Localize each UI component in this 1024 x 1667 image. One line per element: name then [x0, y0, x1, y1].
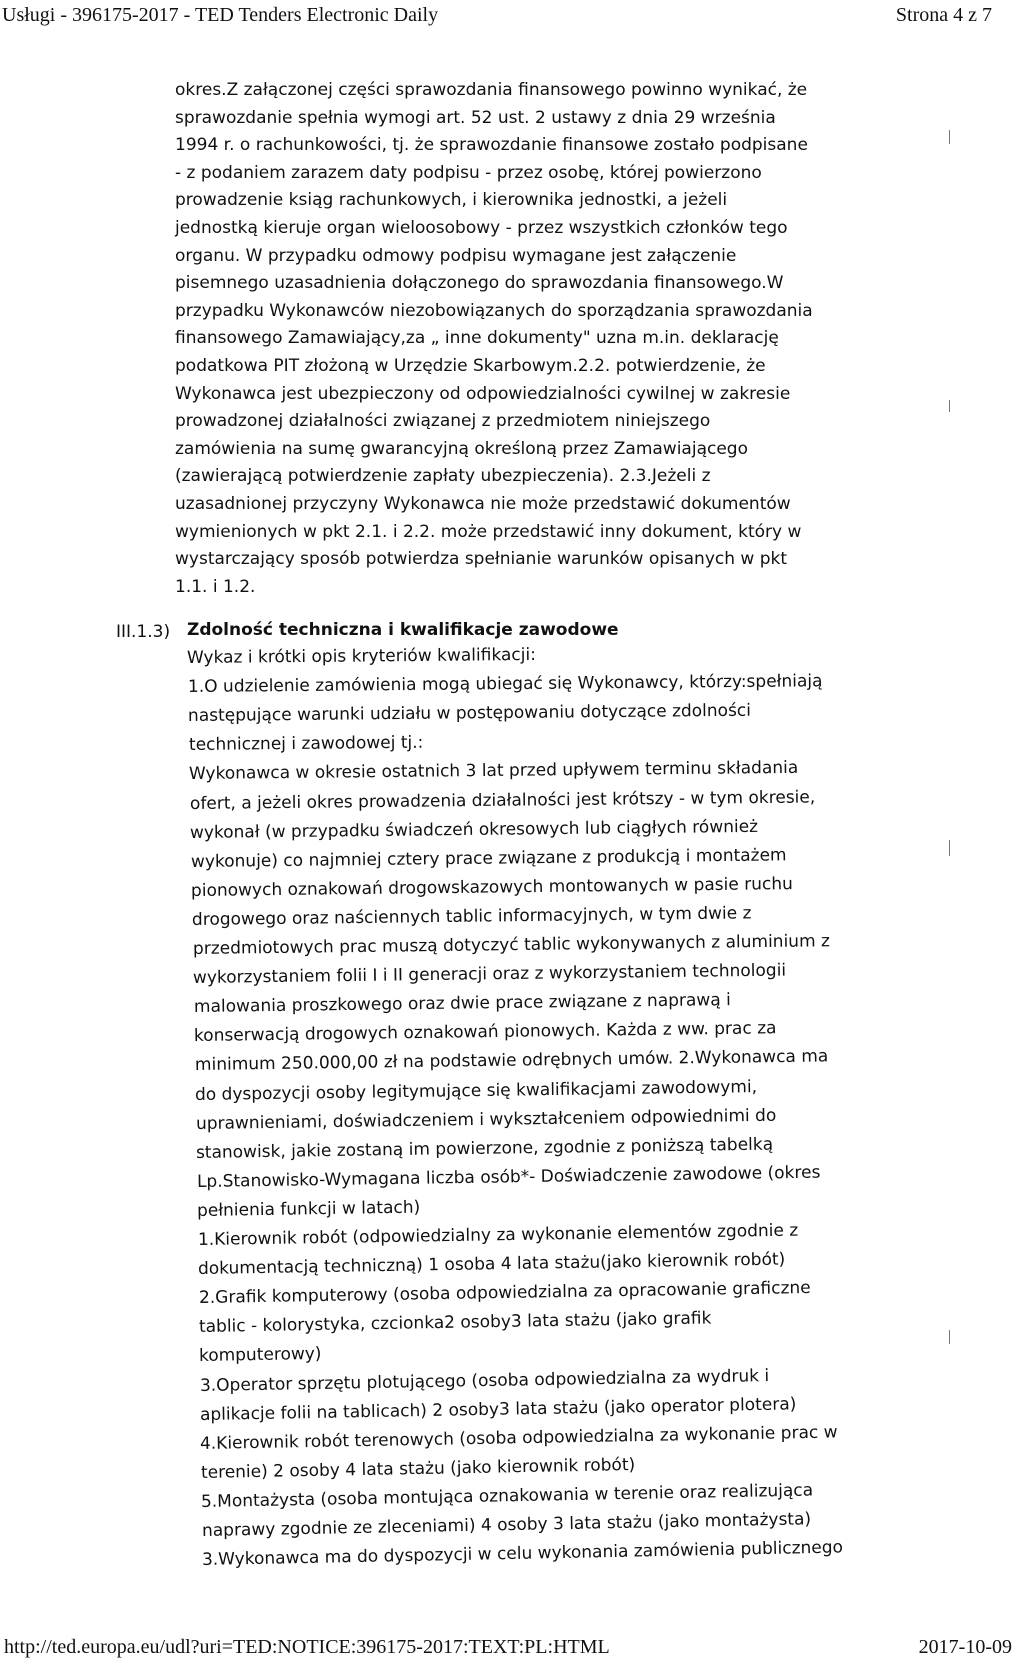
- section-number: III.1.3): [116, 622, 171, 642]
- scan-mark: [949, 840, 950, 856]
- section-title: Zdolność techniczna i kwalifikacje zawodowe: [187, 620, 619, 640]
- paragraph-line: - z podaniem zarazem daty podpisu - przez osobę, której powierzono: [175, 163, 762, 183]
- scan-mark: [949, 400, 950, 412]
- section-line: drogowego oraz naściennych tablic informacyjnych, w tym dwie z: [191, 903, 752, 930]
- section-line: minimum 250.000,00 zł na podstawie odrębnych umów. 2.Wykonawca ma: [194, 1046, 829, 1075]
- paragraph-line: sprawozdanie spełnia wymogi art. 52 ust. 2 ustawy z dnia 29 września: [175, 108, 776, 128]
- scan-mark: [949, 1330, 950, 1344]
- section-line: wykonuje) co najmniej cztery prace związane z produkcją i montażem: [190, 845, 787, 872]
- header-page-number: Strona 4 z 7: [895, 4, 992, 26]
- section-line: Lp.Stanowisko-Wymagana liczba osób*- Doświadczenie zawodowe (okres: [196, 1162, 821, 1192]
- paragraph-line: prowadzonej działalności związanej z przedmiotem niniejszego: [175, 411, 711, 431]
- section-line: 5.Montażysta (osoba montująca oznakowania w terenie oraz realizująca: [200, 1480, 814, 1512]
- scan-mark: [949, 130, 950, 144]
- paragraph-line: 1994 r. o rachunkowości, tj. że sprawozdanie finansowe zostało podpisane: [175, 135, 808, 155]
- section-line: do dyspozycji osoby legitymujące się kwalifikacjami zawodowymi,: [194, 1077, 758, 1105]
- paragraph-line: przypadku Wykonawców niezobowiązanych do sporządzania sprawozdania: [175, 301, 813, 321]
- paragraph-line: Wykonawca jest ubezpieczony od odpowiedzialności cywilnej w zakresie: [175, 384, 791, 404]
- section-line: tablic - kolorystyka, czcionka2 osoby3 lata stażu (jako grafik: [198, 1308, 712, 1337]
- section-line: dokumentacją techniczną) 1 osoba 4 lata stażu(jako kierownik robót): [197, 1249, 786, 1279]
- section-line: technicznej i zawodowej tj.:: [188, 732, 424, 755]
- paragraph-line: 1.1. i 1.2.: [175, 577, 256, 597]
- paragraph-line: (zawierającą potwierdzenie zapłaty ubezpieczenia). 2.3.Jeżeli z: [175, 466, 711, 486]
- paragraph-line: zamówienia na sumę gwarancyjną określoną przez Zamawiającego: [175, 439, 748, 459]
- section-line: 1.Kierownik robót (odpowiedzialny za wykonanie elementów zgodnie z: [197, 1220, 799, 1250]
- section-line: następujące warunki udziału w postępowaniu dotyczące zdolności: [187, 700, 752, 726]
- section-line: naprawy zgodnie ze zleceniami) 4 osoby 3 lata stażu (jako montażysta): [201, 1509, 812, 1541]
- section-line: komputerowy): [198, 1343, 322, 1366]
- section-line: przedmiotowych prac muszą dotyczyć tablic wykonywanych z aluminium z: [192, 931, 831, 959]
- section-line: 3.Wykonawca ma do dyspozycji w celu wykonania zamówienia publicznego: [201, 1537, 844, 1570]
- section-line: malowania proszkowego oraz dwie prace związane z naprawą i: [193, 990, 731, 1017]
- section-line: pełnienia funkcji w latach): [196, 1197, 421, 1221]
- section-line: wykonał (w przypadku świadczeń okresowych lub ciągłych również: [189, 816, 759, 843]
- paragraph-line: organu. W przypadku odmowy podpisu wymagane jest załączenie: [175, 246, 737, 266]
- paragraph-line: jednostką kieruje organ wieloosobowy - przez wszystkich członków tego: [175, 218, 788, 238]
- paragraph-line: prowadzenie ksiąg rachunkowych, i kierownika jednostki, a jeżeli: [175, 190, 728, 210]
- section-line: 3.Operator sprzętu plotującego (osoba odpowiedzialna za wydruk i: [199, 1366, 770, 1396]
- section-line: stanowisk, jakie zostaną im powierzone, zgodnie z poniższą tabelką: [195, 1134, 774, 1163]
- section-line: terenie) 2 osoby 4 lata stażu (jako kierownik robót): [200, 1454, 636, 1483]
- paragraph-line: okres.Z załączonej części sprawozdania finansowego powinno wynikać, że: [175, 80, 808, 100]
- footer-date: 2017-10-09: [918, 1636, 1012, 1658]
- paragraph-line: pisemnego uzasadnienia dołączonego do sprawozdania finansowego.W: [175, 273, 784, 293]
- section-line: 4.Kierownik robót terenowych (osoba odpowiedzialna za wykonanie prac w: [199, 1422, 838, 1454]
- paragraph-line: wystarczający sposób potwierdza spełnianie warunków opisanych w pkt: [175, 549, 788, 569]
- paragraph-line: wymienionych w pkt 2.1. i 2.2. może przedstawić inny dokument, który w: [175, 522, 802, 542]
- section-line: konserwacją drogowych oznakowań pionowych. Każda z ww. prac za: [193, 1018, 777, 1046]
- section-line: wykorzystaniem folii I i II generacji oraz z wykorzystaniem technologii: [192, 960, 787, 988]
- section-line: pionowych oznakowań drogowskazowych montowanych w pasie ruchu: [190, 874, 793, 901]
- section-line: ofert, a jeżeli okres prowadzenia działalności jest krótszy - w tym okresie,: [189, 787, 816, 814]
- section-line: Wykonawca w okresie ostatnich 3 lat przed upływem terminu składania: [188, 757, 799, 784]
- section-line: Wykaz i krótki opis kryteriów kwalifikacji:: [186, 644, 536, 668]
- paragraph-line: finansowego Zamawiający,za „ inne dokumenty" uzna m.in. deklarację: [175, 328, 779, 348]
- footer-url: http://ted.europa.eu/udl?uri=TED:NOTICE:396175-2017:TEXT:PL:HTML: [4, 1636, 610, 1658]
- header-title: Usługi - 396175-2017 - TED Tenders Electronic Daily: [2, 4, 439, 26]
- section-line: 2.Grafik komputerowy (osoba odpowiedzialna za opracowanie graficzne: [198, 1277, 811, 1308]
- paragraph-line: podatkowa PIT złożoną w Urzędzie Skarbowym.2.2. potwierdzenie, że: [175, 356, 766, 376]
- section-line: aplikacje folii na tablicach) 2 osoby3 lata stażu (jako operator plotera): [199, 1394, 797, 1425]
- paragraph-line: uzasadnionej przyczyny Wykonawca nie może przedstawić dokumentów: [175, 494, 791, 514]
- section-line: uprawnieniami, doświadczeniem i wykształceniem odpowiednimi do: [195, 1105, 777, 1134]
- section-line: 1.O udzielenie zamówienia mogą ubiegać się Wykonawcy, którzy:spełniają: [187, 671, 823, 697]
